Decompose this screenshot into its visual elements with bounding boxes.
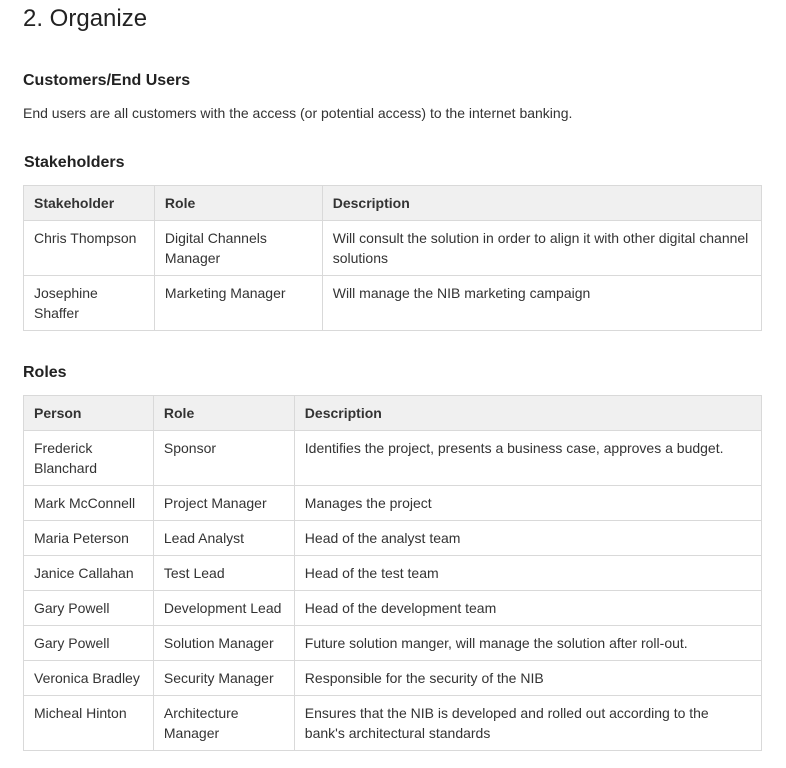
cell-person: Mark McConnell bbox=[24, 486, 154, 521]
cell-description: Will manage the NIB marketing campaign bbox=[322, 276, 761, 331]
column-header-role: Role bbox=[153, 396, 294, 431]
cell-role: Architecture Manager bbox=[153, 696, 294, 751]
cell-role: Lead Analyst bbox=[153, 521, 294, 556]
cell-person: Gary Powell bbox=[24, 591, 154, 626]
cell-stakeholder: Josephine Shaffer bbox=[24, 276, 155, 331]
cell-description: Identifies the project, presents a business case, approves a budget. bbox=[294, 431, 761, 486]
table-row bbox=[24, 221, 762, 276]
stakeholders-table bbox=[23, 185, 762, 331]
cell-person: Gary Powell bbox=[24, 626, 154, 661]
customers-heading: Customers/End Users bbox=[23, 72, 191, 89]
cell-description: Head of the development team bbox=[294, 591, 761, 626]
roles-table bbox=[23, 395, 762, 751]
table-row bbox=[24, 431, 762, 486]
table-row bbox=[24, 661, 762, 696]
page-title: 2. Organize bbox=[23, 5, 148, 32]
cell-description: Head of the test team bbox=[294, 556, 761, 591]
cell-role: Test Lead bbox=[153, 556, 294, 591]
table-header-row bbox=[24, 396, 762, 431]
roles-heading: Roles bbox=[23, 364, 67, 381]
cell-description: Future solution manger, will manage the solution after roll-out. bbox=[294, 626, 761, 661]
cell-person: Maria Peterson bbox=[24, 521, 154, 556]
cell-description: Ensures that the NIB is developed and rolled out according to the bank's architectural standards bbox=[294, 696, 761, 751]
column-header-description: Description bbox=[294, 396, 761, 431]
document-page bbox=[23, 0, 763, 751]
table-header-row bbox=[24, 186, 762, 221]
cell-stakeholder: Chris Thompson bbox=[24, 221, 155, 276]
column-header-person: Person bbox=[24, 396, 154, 431]
cell-role: Development Lead bbox=[153, 591, 294, 626]
cell-role: Solution Manager bbox=[153, 626, 294, 661]
column-header-role: Role bbox=[154, 186, 322, 221]
cell-person: Veronica Bradley bbox=[24, 661, 154, 696]
column-header-stakeholder: Stakeholder bbox=[24, 186, 155, 221]
table-row bbox=[24, 521, 762, 556]
table-row bbox=[24, 556, 762, 591]
cell-role: Project Manager bbox=[153, 486, 294, 521]
cell-description: Manages the project bbox=[294, 486, 761, 521]
cell-description: Will consult the solution in order to align it with other digital channel solutions bbox=[322, 221, 761, 276]
table-row bbox=[24, 486, 762, 521]
cell-person: Micheal Hinton bbox=[24, 696, 154, 751]
table-row bbox=[24, 591, 762, 626]
cell-description: Responsible for the security of the NIB bbox=[294, 661, 761, 696]
cell-role: Security Manager bbox=[153, 661, 294, 696]
cell-role: Sponsor bbox=[153, 431, 294, 486]
cell-role: Marketing Manager bbox=[154, 276, 322, 331]
table-row bbox=[24, 276, 762, 331]
table-row bbox=[24, 626, 762, 661]
cell-person: Janice Callahan bbox=[24, 556, 154, 591]
stakeholders-heading: Stakeholders bbox=[24, 154, 125, 171]
column-header-description: Description bbox=[322, 186, 761, 221]
cell-description: Head of the analyst team bbox=[294, 521, 761, 556]
cell-role: Digital Channels Manager bbox=[154, 221, 322, 276]
cell-person: Frederick Blanchard bbox=[24, 431, 154, 486]
table-row bbox=[24, 696, 762, 751]
customers-text: End users are all customers with the access (or potential access) to the internet banking. bbox=[23, 105, 573, 121]
